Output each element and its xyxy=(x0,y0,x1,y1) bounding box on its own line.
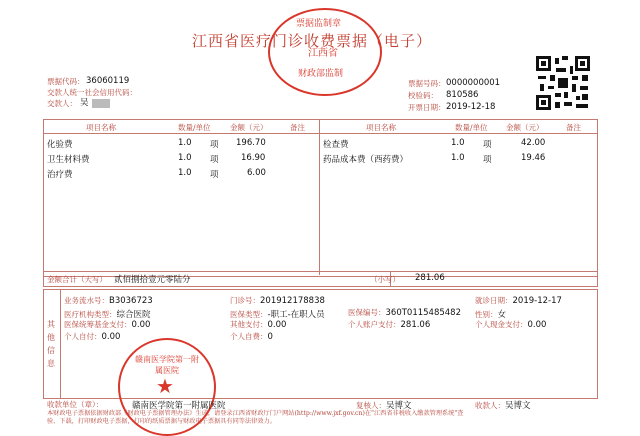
item-name: 治疗费 xyxy=(47,170,73,180)
item-qty: 1.0 xyxy=(178,153,192,163)
ins-no-label: 医保编号： xyxy=(348,308,386,317)
items-table xyxy=(43,119,598,277)
gender-label: 性别： xyxy=(475,310,498,319)
bill-code-value: 36060119 xyxy=(86,76,130,86)
item-qty: 1.0 xyxy=(178,168,192,178)
bill-no-label: 票据号码： xyxy=(408,79,446,88)
header-qty-right: 数量/单位 xyxy=(455,123,488,132)
qr-code xyxy=(536,56,590,110)
check-code-value: 810586 xyxy=(446,90,479,100)
item-unit: 项 xyxy=(210,140,219,150)
item-name: 药品成本费（西药费） xyxy=(323,155,409,165)
payee-unit-value: 赣南医学院第一附属医院 xyxy=(132,401,226,411)
item-amount: 196.70 xyxy=(236,138,266,148)
supervision-stamp xyxy=(268,8,382,96)
table-mid-divider xyxy=(319,119,320,275)
item-unit: 项 xyxy=(210,170,219,180)
org-type-label: 医疗机构类型： xyxy=(64,310,117,319)
header-qty-left: 数量/单位 xyxy=(178,123,211,132)
visit-date-label: 就诊日期： xyxy=(475,296,513,305)
other-info-label: 其他信息 xyxy=(47,320,55,368)
item-amount: 42.00 xyxy=(521,138,546,148)
gender-value: 女 xyxy=(497,310,507,320)
header-amount-left: 金额（元） xyxy=(230,123,268,132)
other-info-divider xyxy=(60,289,61,398)
other-pay-value: 0.00 xyxy=(267,320,287,330)
header-note-right: 备注 xyxy=(566,123,581,132)
footer-note-line2: 验、下载，打印财政电子票据，打印的纸质票据与财政电子票据具有同等法律效力。 xyxy=(47,418,276,425)
fund-pay-value: 0.00 xyxy=(131,320,151,330)
cashier-label: 收款人： xyxy=(475,401,505,410)
item-qty: 1.0 xyxy=(451,153,465,163)
personal-self-pay-value: 0.00 xyxy=(101,332,121,342)
bill-code-label: 票据代码： xyxy=(47,77,85,86)
stamp-bottom-text: 财政部监制 xyxy=(298,69,344,79)
header-divider xyxy=(43,133,597,134)
date-label: 开票日期： xyxy=(408,103,446,112)
header-note-left: 备注 xyxy=(290,123,305,132)
date-value: 2019-12-18 xyxy=(446,102,496,112)
clinic-no-label: 门诊号： xyxy=(230,296,260,305)
total-upper: 贰佰捌拾壹元零陆分 xyxy=(114,275,191,285)
personal-self-pay-label: 个人自付： xyxy=(64,332,102,341)
clinic-no-value: 201912178838 xyxy=(260,296,325,306)
item-unit: 项 xyxy=(483,155,492,165)
personal-account-value: 281.06 xyxy=(400,320,431,330)
item-amount: 19.46 xyxy=(521,153,546,163)
stamp-mid-text: 江西省 xyxy=(308,48,338,59)
visit-date-value: 2019-12-17 xyxy=(512,296,562,306)
hospital-stamp-text: 赣南医学院第一附属医院 xyxy=(135,355,199,375)
personal-account-label: 个人账户支付： xyxy=(348,320,401,329)
item-unit: 项 xyxy=(210,155,219,165)
item-name: 化验费 xyxy=(47,140,73,150)
reviewer-label: 复核人： xyxy=(356,401,386,410)
payee-unit-label: 收款单位（章）： xyxy=(47,400,104,409)
ins-no-value: 360T0115485482 xyxy=(385,308,461,318)
item-unit: 项 xyxy=(483,140,492,150)
bill-no-value: 0000000001 xyxy=(446,78,501,88)
item-qty: 1.0 xyxy=(451,138,465,148)
total-label: 金额合计（大写） xyxy=(47,275,107,284)
header-item-left: 项目名称 xyxy=(86,123,116,132)
payer-credit-label: 交款人统一社会信用代码： xyxy=(47,88,137,97)
serial-label: 业务流水号： xyxy=(64,296,109,305)
stamp-top-text: 票据监制章 xyxy=(296,19,342,29)
personal-cash-label: 个人现金支付： xyxy=(475,320,528,329)
reviewer-value: 吴博文 xyxy=(386,401,412,411)
org-type-value: 综合医院 xyxy=(116,310,151,320)
footer-note-line1: 本财政电子票据依据财政部《财政电子票据管理办法》生成，请登录江西省财政厅门户网站(http://www.jxf.gov.cn)在"江西省非税收入缴款管理系统"查 xyxy=(47,410,464,417)
header-item-right: 项目名称 xyxy=(366,123,396,132)
item-amount: 16.90 xyxy=(241,153,266,163)
item-name: 卫生材料费 xyxy=(47,155,90,165)
total-small: 281.06 xyxy=(415,273,445,283)
ins-type-label: 医保类型： xyxy=(230,310,268,319)
cashier-value: 吴博文 xyxy=(505,401,531,411)
item-amount: 6.00 xyxy=(247,168,266,178)
check-code-label: 校验码： xyxy=(408,91,438,100)
personal-cash-value: 0.00 xyxy=(527,320,547,330)
header-amount-right: 金额（元） xyxy=(506,123,544,132)
serial-value: B3036723 xyxy=(109,296,153,306)
invoice-title: 江西省医疗门诊收费票据（电子） xyxy=(192,32,433,50)
item-qty: 1.0 xyxy=(178,138,192,148)
total-small-label: （小写） xyxy=(370,275,400,284)
star-icon: ★ xyxy=(156,374,174,398)
personal-self-burden-label: 个人自费： xyxy=(230,332,268,341)
payer-redaction xyxy=(92,99,110,108)
payer-value: 吴 xyxy=(80,98,89,108)
fund-pay-label: 医保统筹基金支付： xyxy=(64,320,132,329)
personal-self-burden-value: 0 xyxy=(267,332,273,342)
ins-type-value: -职工-在职人员 xyxy=(267,310,325,320)
item-name: 检查费 xyxy=(323,140,349,150)
other-pay-label: 其他支付： xyxy=(230,320,268,329)
payer-label: 交款人： xyxy=(47,99,77,108)
